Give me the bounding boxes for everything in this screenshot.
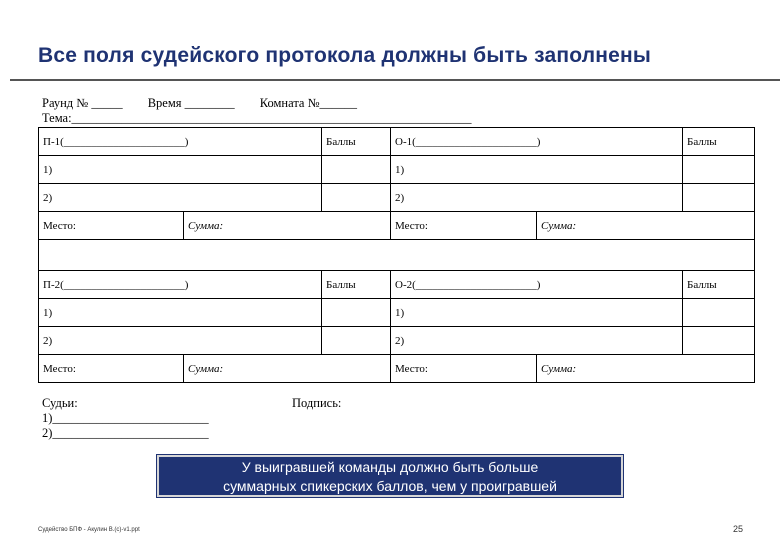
gov2-sum[interactable]: Сумма: (184, 355, 391, 383)
table-row (39, 327, 755, 355)
gov1-scores-header: Баллы (322, 128, 391, 156)
notice-box (157, 455, 623, 497)
page-title: Все поля судейского протокола должны быть заполнены (38, 44, 652, 67)
gov1-speaker1-score[interactable] (322, 156, 391, 184)
opp1-speaker2[interactable]: 2) (391, 184, 683, 212)
gov2-speaker1-score[interactable] (322, 299, 391, 327)
gov1-place[interactable]: Место: (39, 212, 184, 240)
gov2-scores-header: Баллы (322, 271, 391, 299)
opp1-header[interactable]: О-1(______________________) (391, 128, 683, 156)
opp2-scores-header: Баллы (683, 271, 755, 299)
opp2-speaker1[interactable]: 1) (391, 299, 683, 327)
judge-2-field[interactable]: 2)_________________________ (42, 426, 209, 440)
footer-source: Судейство БПФ - Акулин В.(с)-v1.ppt (38, 527, 140, 533)
notice-line-1: У выигравшей команды должно быть больше (241, 459, 539, 475)
judges-label: Судьи: (42, 396, 78, 410)
table-row-spacer (39, 240, 755, 271)
time-field[interactable]: Время ________ (147, 96, 235, 110)
opp1-scores-header: Баллы (683, 128, 755, 156)
judge-1-field[interactable]: 1)_________________________ (42, 411, 209, 425)
room-field[interactable]: Комната №______ (259, 96, 358, 110)
opp1-speaker2-score[interactable] (683, 184, 755, 212)
opp2-sum[interactable]: Сумма: (537, 355, 755, 383)
table-row (39, 184, 755, 212)
gov2-place[interactable]: Место: (39, 355, 184, 383)
topic-field[interactable]: Тема:________________________________________________________________ (42, 111, 472, 125)
topic-line (42, 111, 494, 126)
title-divider (10, 79, 780, 81)
opp2-speaker2[interactable]: 2) (391, 327, 683, 355)
gov2-header[interactable]: П-2(______________________) (39, 271, 322, 299)
gov2-speaker2-score[interactable] (322, 327, 391, 355)
opp1-sum[interactable]: Сумма: (537, 212, 755, 240)
page-number: 25 (733, 524, 744, 534)
table-row (39, 156, 755, 184)
gov2-speaker2[interactable]: 2) (39, 327, 322, 355)
opp2-place[interactable]: Место: (391, 355, 537, 383)
opp2-speaker1-score[interactable] (683, 299, 755, 327)
opp1-speaker1-score[interactable] (683, 156, 755, 184)
protocol-table (38, 127, 755, 383)
opp2-speaker2-score[interactable] (683, 327, 755, 355)
opp1-place[interactable]: Место: (391, 212, 537, 240)
table-row (39, 355, 755, 383)
gov1-sum[interactable]: Сумма: (184, 212, 391, 240)
gov1-speaker2-score[interactable] (322, 184, 391, 212)
notice-line-2: суммарных спикерских баллов, чем у проигравшей (223, 478, 557, 494)
table-row (39, 271, 755, 299)
gov1-speaker2[interactable]: 2) (39, 184, 322, 212)
signature-field[interactable]: Подпись: (292, 396, 342, 410)
gov1-header[interactable]: П-1(______________________) (39, 128, 322, 156)
gov2-speaker1[interactable]: 1) (39, 299, 322, 327)
table-row (39, 299, 755, 327)
judges-block (42, 396, 209, 441)
table-row (39, 128, 755, 156)
opp1-speaker1[interactable]: 1) (391, 156, 683, 184)
round-field[interactable]: Раунд № _____ (42, 96, 123, 110)
table-row (39, 212, 755, 240)
gov1-speaker1[interactable]: 1) (39, 156, 322, 184)
opp2-header[interactable]: О-2(______________________) (391, 271, 683, 299)
protocol-header (42, 96, 379, 111)
